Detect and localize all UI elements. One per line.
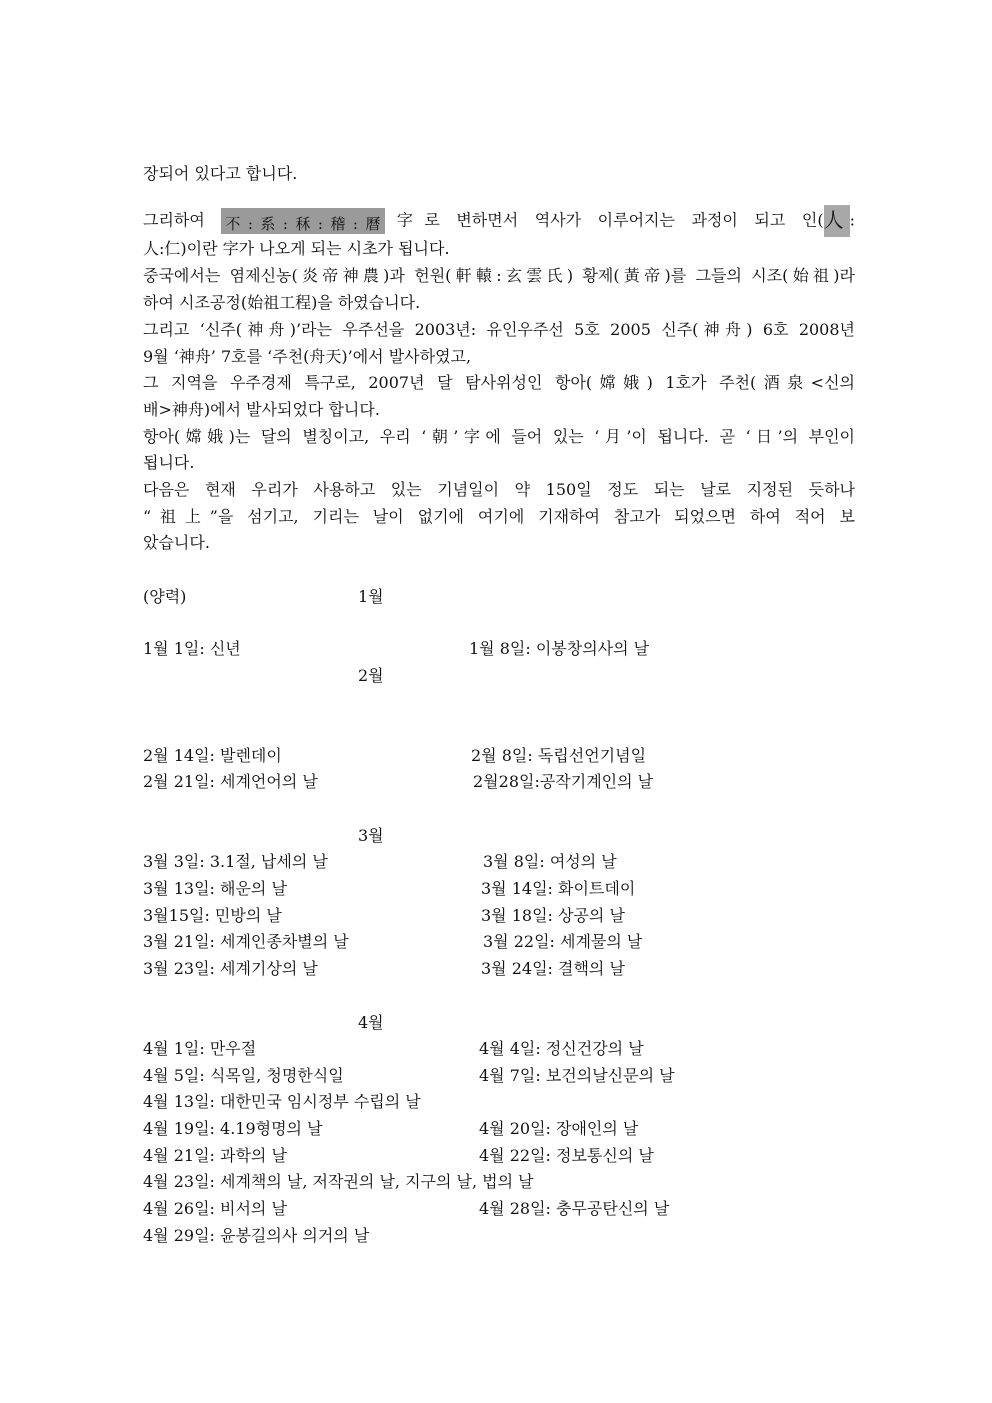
entry-mar-4-left: 3월 21일: 세계인종차별의 날 [143, 932, 349, 951]
entry-apr-1-left: 4월 1일: 만우절 [143, 1039, 257, 1058]
line2-suffix: : [849, 210, 855, 230]
entry-apr-4-right: 4월 20일: 장애인의 날 [479, 1119, 639, 1138]
entry-apr-5-left: 4월 21일: 과학의 날 [143, 1146, 287, 1165]
entry-apr-7-left: 4월 26일: 비서의 날 [143, 1199, 287, 1218]
entry-mar-3-right: 3월 18일: 상공의 날 [481, 906, 625, 925]
entry-apr-7-right: 4월 28일: 충무공탄신의 날 [479, 1199, 670, 1218]
month-heading-jan: 1월 [358, 587, 384, 606]
entry-mar-3-left: 3월15일: 민방의 날 [143, 906, 282, 925]
paragraph-line-6: 그리고 ‘신주(神舟)’라는 우주선을 2003년: 유인우주선 5호 2005 신주(神舟) 6호 2008년 [143, 320, 855, 339]
ancient-character-image: 人 [824, 205, 850, 237]
entry-mar-2-left: 3월 13일: 해운의 날 [143, 879, 287, 898]
entry-feb-1-right: 2월 8일: 독립선언기념일 [471, 746, 647, 765]
paragraph-line-14: 았습니다. [143, 533, 210, 552]
paragraph-line-10: 항아(嫦娥)는 달의 별칭이고, 우리 ‘朝’字에 들어 있는 ‘月’이 됩니다. 곧 ‘日’의 부인이 [143, 427, 855, 446]
entry-mar-1-left: 3월 3일: 3.1절, 납세의 날 [143, 852, 328, 871]
line2-text: 字로 변하면서 역사가 이루어지는 과정이 되고 인( [385, 210, 824, 230]
entry-feb-2-left: 2월 21일: 세계언어의 날 [143, 772, 318, 791]
paragraph-line-13: “祖上”을 섬기고, 기리는 날이 없기에 여기에 기재하여 참고가 되었으면 하여 적어 보 [143, 507, 855, 526]
paragraph-line-3: 人:仁)이란 字가 나오게 되는 시초가 됩니다. [143, 239, 450, 258]
entry-feb-2-right: 2월28일:공작기계인의 날 [473, 772, 654, 791]
month-heading-mar: 3월 [358, 826, 384, 845]
entry-mar-2-right: 3월 14일: 화이트데이 [481, 879, 636, 898]
paragraph-line-11: 됩니다. [143, 453, 195, 472]
entry-mar-4-right: 3월 22일: 세계물의 날 [483, 932, 643, 951]
entry-mar-1-right: 3월 8일: 여성의 날 [483, 852, 617, 871]
entry-apr-5-right: 4월 22일: 정보통신의 날 [479, 1146, 654, 1165]
paragraph-line-9: 배>神舟)에서 발사되었다 합니다. [143, 400, 380, 419]
ancient-script-image: 不:系:秝:稽:曆 [221, 208, 385, 234]
entry-apr-8-left: 4월 29일: 윤봉길의사 의거의 날 [143, 1226, 370, 1245]
entry-apr-4-left: 4월 19일: 4.19형명의 날 [143, 1119, 323, 1138]
entry-mar-5-left: 3월 23일: 세계기상의 날 [143, 959, 318, 978]
entry-apr-3-left: 4월 13일: 대한민국 임시정부 수립의 날 [143, 1092, 421, 1111]
entry-jan-1-left: 1월 1일: 신년 [143, 639, 241, 658]
entry-jan-1-right: 1월 8일: 이봉창의사의 날 [469, 639, 650, 658]
solar-calendar-label: (양력) [143, 587, 187, 606]
paragraph-line-7: 9월 ‘神舟’ 7호를 ‘주천(舟天)’에서 발사하였고, [143, 347, 472, 366]
entry-mar-5-right: 3월 24일: 결핵의 날 [481, 959, 625, 978]
paragraph-line-2 [143, 205, 855, 235]
entry-apr-1-right: 4월 4일: 정신건강의 날 [479, 1039, 644, 1058]
entry-apr-2-left: 4월 5일: 식목일, 청명한식일 [143, 1066, 344, 1085]
entry-apr-6-left: 4월 23일: 세계책의 날, 저작권의 날, 지구의 날, 법의 날 [143, 1172, 534, 1191]
paragraph-line-12: 다음은 현재 우리가 사용하고 있는 기념일이 약 150일 정도 되는 날로 지정된 듯하나 [143, 480, 855, 499]
month-heading-apr: 4월 [358, 1013, 384, 1032]
line2-prefix: 그리하여 [143, 210, 205, 230]
entry-feb-1-left: 2월 14일: 발렌데이 [143, 746, 282, 765]
month-heading-feb: 2월 [358, 666, 384, 685]
paragraph-line-5: 하여 시조공정(始祖工程)을 하였습니다. [143, 293, 421, 312]
paragraph-line-1: 장되어 있다고 합니다. [143, 164, 298, 183]
paragraph-line-8: 그 지역을 우주경제 특구로, 2007년 달 탐사위성인 항아(嫦娥) 1호가 주천(酒泉<신의 [143, 373, 855, 392]
entry-apr-2-right: 4월 7일: 보건의날신문의 날 [479, 1066, 675, 1085]
paragraph-line-4: 중국에서는 염제신농(炎帝神農)과 헌원(軒轅:玄雲氏) 황제(黃帝)를 그들의 시조(始祖)라 [143, 266, 855, 285]
